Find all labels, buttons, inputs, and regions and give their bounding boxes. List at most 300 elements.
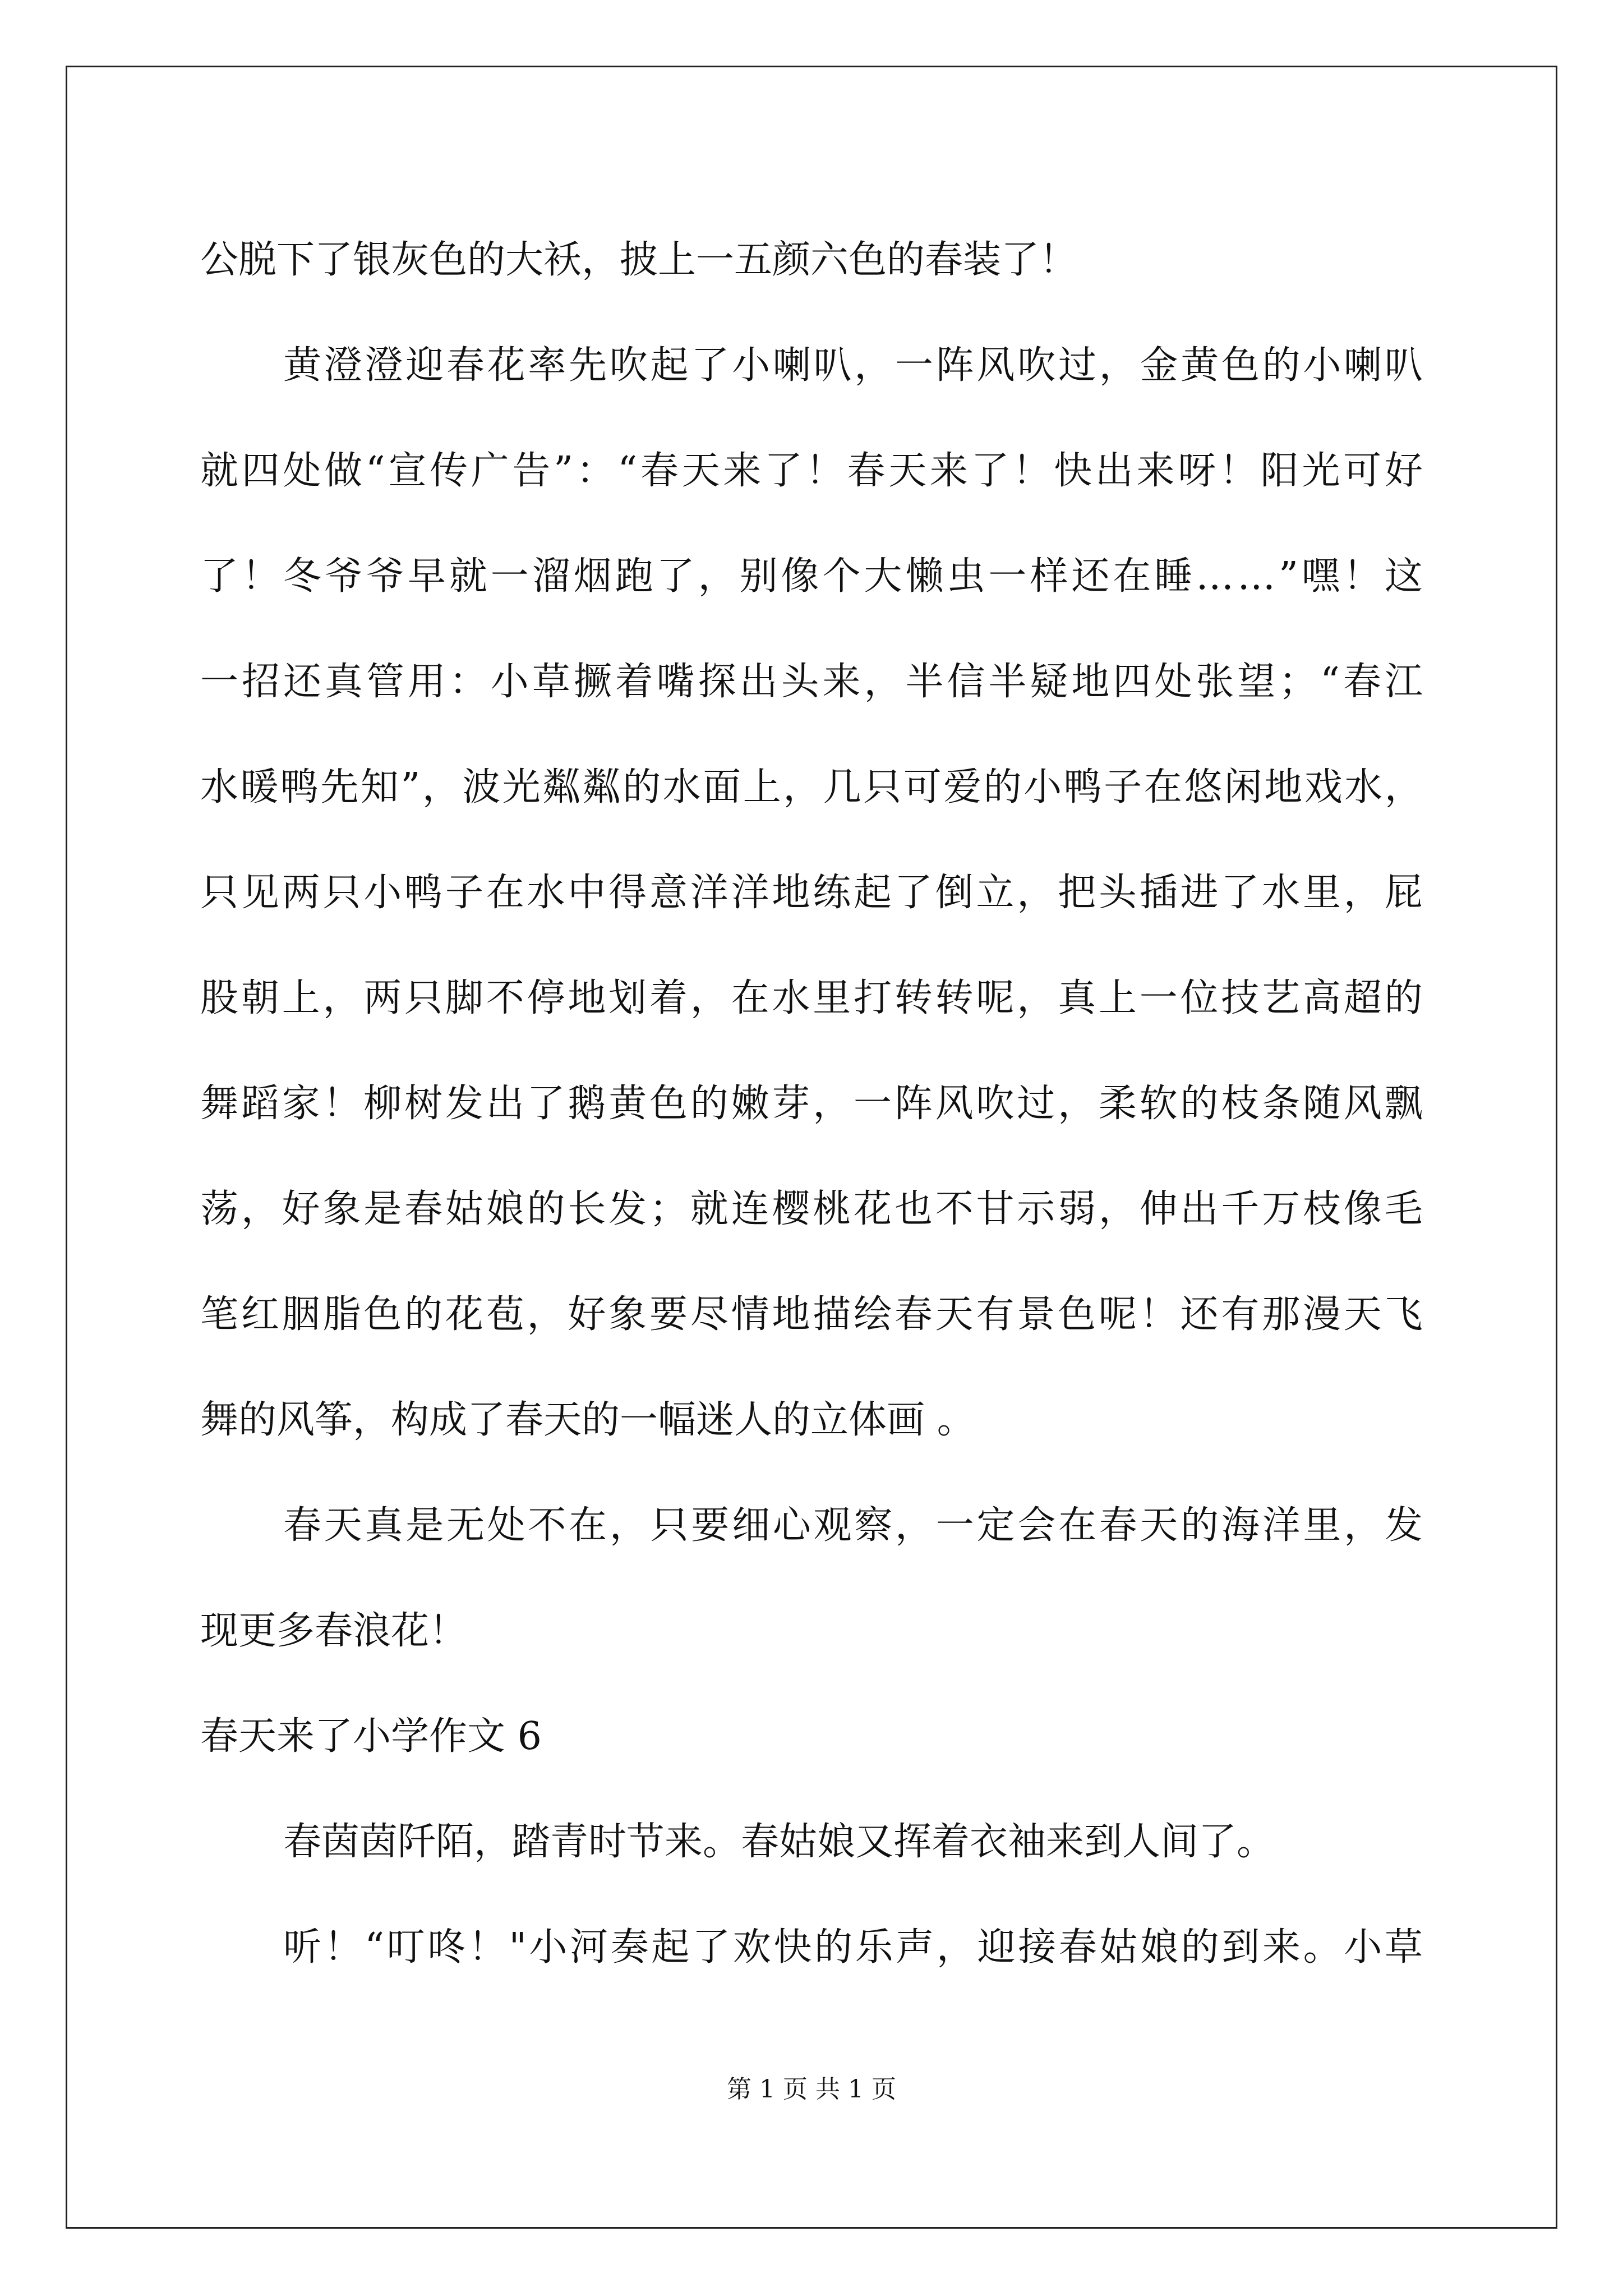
text-glyph: 转 [894, 976, 933, 1020]
text-glyph: 春 [446, 343, 485, 388]
text-glyph: 姑 [445, 1187, 483, 1231]
text-glyph: 广 [471, 449, 509, 493]
text-glyph: 地 [772, 871, 810, 915]
text-glyph: 处 [283, 449, 321, 493]
text-glyph: 色 [1058, 1292, 1096, 1337]
text-glyph: 里 [1303, 1503, 1341, 1548]
text-glyph: " [509, 1925, 527, 1970]
text-glyph: ” [1279, 554, 1298, 599]
text-glyph: 水 [200, 765, 239, 809]
text-glyph: ， [1058, 1082, 1096, 1126]
text-glyph: 尽 [690, 1292, 728, 1337]
text-glyph: 长 [568, 1187, 606, 1231]
text-glyph: 小 [732, 343, 771, 388]
text-glyph: 黄 [283, 343, 322, 388]
text-glyph: 甘 [976, 1187, 1015, 1231]
text-glyph: 了 [200, 554, 239, 599]
text-glyph: 家 [282, 1082, 320, 1126]
text-glyph: 立 [976, 871, 1015, 915]
text-glyph: 定 [976, 1503, 1015, 1548]
text-glyph: 胭 [282, 1292, 320, 1337]
text-glyph: 只 [322, 871, 361, 915]
text-glyph: 爷 [324, 554, 363, 599]
text-glyph: 就 [200, 449, 239, 493]
text-glyph: 鸭 [1063, 765, 1102, 809]
text-glyph: 小 [529, 1925, 568, 1970]
text-glyph: ； [649, 1187, 688, 1231]
text-glyph: 那 [1262, 1292, 1301, 1337]
text-glyph: 绘 [854, 1292, 892, 1337]
paragraph-line: 公脱下了银灰色的大袄，披上一五颜六色的春装了！ [200, 238, 1078, 282]
text-glyph: 欢 [732, 1925, 771, 1970]
text-glyph: ” [554, 449, 573, 493]
text-glyph: “ [617, 449, 638, 493]
text-glyph: ， [854, 343, 893, 388]
text-glyph: 是 [363, 1187, 402, 1231]
text-glyph: 水 [1344, 765, 1383, 809]
text-glyph: 了 [656, 554, 695, 599]
text-glyph: 象 [608, 1292, 647, 1337]
text-glyph: 毛 [1384, 1187, 1423, 1231]
text-glyph: 河 [570, 1925, 608, 1970]
text-glyph: 水 [1262, 871, 1301, 915]
text-glyph: ！ [805, 449, 844, 493]
paragraph-line [200, 1051, 1423, 1157]
text-glyph: 来 [822, 660, 861, 704]
text-glyph: 的 [814, 1925, 852, 1970]
text-glyph: ； [1279, 660, 1317, 704]
text-glyph: 的 [623, 765, 661, 809]
text-glyph: 条 [1262, 1082, 1301, 1126]
text-glyph: 一 [200, 660, 239, 704]
text-glyph: 在 [1113, 554, 1151, 599]
text-glyph: 苞 [486, 1292, 524, 1337]
section-heading: 春天来了小学作文 6 [200, 1714, 542, 1759]
text-glyph: 飞 [1384, 1292, 1423, 1337]
text-glyph: 春 [640, 449, 679, 493]
text-glyph: 睡 [1154, 554, 1193, 599]
text-glyph: 阳 [1260, 449, 1299, 493]
paragraph-line [200, 946, 1423, 1051]
text-glyph: ， [241, 1187, 279, 1231]
text-glyph: ！ [468, 1925, 506, 1970]
text-glyph: 粼 [542, 765, 581, 809]
text-glyph: ， [783, 765, 822, 809]
text-glyph: ， [1098, 1187, 1137, 1231]
text-glyph: ， [864, 660, 902, 704]
text-glyph: 的 [404, 1292, 443, 1337]
text-glyph: ， [813, 1082, 851, 1126]
text-glyph: 就 [690, 1187, 728, 1231]
text-glyph: ！ [241, 554, 280, 599]
text-glyph: 了 [692, 1925, 731, 1970]
text-glyph: 转 [935, 976, 974, 1020]
text-glyph: ” [400, 765, 421, 809]
text-glyph: 了 [894, 871, 933, 915]
text-glyph: 小 [1023, 765, 1062, 809]
text-glyph: 色 [363, 1292, 402, 1337]
text-glyph: 了 [1221, 871, 1260, 915]
text-glyph: 光 [1302, 449, 1340, 493]
text-glyph: 倒 [935, 871, 974, 915]
text-glyph: 的 [1180, 1082, 1219, 1126]
text-glyph: 示 [1017, 1187, 1055, 1231]
text-glyph: 四 [1113, 660, 1151, 704]
text-glyph: 草 [1384, 1925, 1423, 1970]
text-glyph: 了 [764, 449, 803, 493]
text-glyph: 来 [1262, 1925, 1301, 1970]
text-glyph: 花 [487, 343, 525, 388]
text-glyph: 半 [905, 660, 944, 704]
text-glyph: 起 [854, 871, 892, 915]
text-glyph: 别 [739, 554, 778, 599]
text-glyph: 弱 [1058, 1187, 1096, 1231]
text-glyph: 海 [1221, 1503, 1260, 1548]
text-glyph: 柳 [363, 1082, 402, 1126]
text-glyph: 不 [935, 1187, 974, 1231]
text-glyph: 着 [649, 976, 688, 1020]
text-glyph: 鹅 [568, 1082, 606, 1126]
paragraph-line [200, 1895, 1423, 2000]
text-glyph: 万 [1262, 1187, 1301, 1231]
text-glyph: 先 [320, 765, 359, 809]
text-glyph: 不 [528, 1503, 566, 1548]
text-glyph: 着 [615, 660, 653, 704]
text-glyph: 察 [854, 1503, 893, 1548]
text-glyph: 会 [1017, 1503, 1056, 1548]
text-glyph: ！ [322, 1082, 361, 1126]
text-glyph: 停 [527, 976, 565, 1020]
text-glyph: 懒 [905, 554, 944, 599]
text-glyph: 鸭 [280, 765, 319, 809]
text-glyph: ， [1343, 871, 1382, 915]
text-glyph: ， [690, 976, 728, 1020]
text-glyph: 像 [781, 554, 819, 599]
text-glyph: “ [365, 1925, 385, 1970]
text-glyph: ！ [1139, 1292, 1178, 1337]
text-glyph: 子 [1104, 765, 1142, 809]
text-glyph: 只 [863, 765, 902, 809]
text-glyph: 打 [854, 976, 892, 1020]
text-glyph: 声 [896, 1925, 934, 1970]
text-glyph: 连 [731, 1187, 769, 1231]
text-glyph: 好 [1384, 449, 1423, 493]
text-glyph: 好 [282, 1187, 320, 1231]
text-glyph: 见 [241, 871, 279, 915]
text-glyph: 过 [1058, 343, 1096, 388]
text-glyph: 宣 [388, 449, 427, 493]
text-glyph: 吹 [1017, 343, 1056, 388]
text-glyph: 发 [608, 1187, 647, 1231]
text-glyph: 吹 [976, 1082, 1015, 1126]
text-glyph: 面 [703, 765, 741, 809]
text-glyph: ！ [1343, 554, 1381, 599]
text-glyph: 烟 [573, 554, 612, 599]
text-glyph: 的 [1181, 1925, 1219, 1970]
text-glyph: ， [422, 765, 460, 809]
text-glyph: 娘 [1140, 1925, 1179, 1970]
text-glyph: 芽 [772, 1082, 810, 1126]
paragraph-line: 舞的风筝，构成了春天的一幅迷人的立体画 。 [200, 1398, 975, 1442]
text-glyph: 树 [404, 1082, 443, 1126]
text-glyph: 爷 [366, 554, 404, 599]
text-glyph: 疑 [1030, 660, 1068, 704]
text-glyph: 望 [1237, 660, 1276, 704]
text-glyph: 心 [772, 1503, 811, 1548]
text-glyph: 有 [1221, 1292, 1260, 1337]
text-glyph: 一 [1139, 976, 1178, 1020]
text-glyph: ， [527, 1292, 565, 1337]
text-glyph: 娘 [486, 1187, 524, 1231]
text-glyph: ， [698, 554, 736, 599]
text-glyph: 在 [569, 1503, 607, 1548]
text-glyph: 蹈 [241, 1082, 279, 1126]
text-glyph: ， [936, 1925, 975, 1970]
text-glyph: 在 [1144, 765, 1182, 809]
text-glyph: 小 [490, 660, 529, 704]
text-glyph: 春 [283, 1503, 322, 1548]
text-glyph: 色 [649, 1082, 688, 1126]
text-glyph: 黄 [1181, 343, 1219, 388]
text-glyph: 用 [407, 660, 446, 704]
text-glyph: 来 [1136, 449, 1175, 493]
text-glyph: 处 [487, 1503, 525, 1548]
paragraph-line [200, 1157, 1423, 1262]
text-glyph: 脚 [445, 976, 483, 1020]
text-glyph: 样 [1030, 554, 1068, 599]
text-glyph: 嫩 [731, 1082, 769, 1126]
text-glyph: 在 [731, 976, 769, 1020]
text-glyph: 枝 [1221, 1082, 1260, 1126]
text-glyph: 水 [527, 871, 565, 915]
paragraph-line [200, 1473, 1423, 1579]
text-glyph: 小 [1303, 343, 1341, 388]
text-glyph: 咚 [427, 1925, 466, 1970]
text-glyph: 澄 [324, 343, 362, 388]
text-glyph: 知 [361, 765, 399, 809]
text-glyph: 冬 [283, 554, 321, 599]
text-glyph: 嘴 [656, 660, 695, 704]
text-glyph: 天 [681, 449, 720, 493]
text-glyph: 撅 [573, 660, 612, 704]
text-glyph: 了 [527, 1082, 565, 1126]
text-glyph: 春 [1058, 1925, 1097, 1970]
text-glyph: 风 [935, 1082, 974, 1126]
text-glyph: 还 [1180, 1292, 1219, 1337]
text-glyph: ， [1099, 343, 1137, 388]
text-glyph: 张 [1196, 660, 1234, 704]
text-glyph: 也 [894, 1187, 933, 1231]
text-glyph: 不 [486, 976, 524, 1020]
text-glyph: 软 [1139, 1082, 1178, 1126]
text-glyph: 只 [200, 871, 239, 915]
text-glyph: 一 [935, 1503, 974, 1548]
text-glyph: 叮 [386, 1925, 425, 1970]
text-glyph: 快 [1054, 449, 1092, 493]
text-glyph: 爱 [943, 765, 982, 809]
paragraph-line [200, 313, 1423, 418]
paragraph-line [200, 629, 1423, 735]
text-glyph: 划 [608, 976, 647, 1020]
text-glyph: 招 [241, 660, 280, 704]
text-glyph: 随 [1302, 1082, 1341, 1126]
text-glyph: 光 [502, 765, 541, 809]
text-glyph: “ [365, 449, 385, 493]
text-glyph: ， [1017, 871, 1055, 915]
text-glyph: 草 [532, 660, 570, 704]
paragraph-line [200, 1262, 1423, 1368]
text-glyph: 处 [1154, 660, 1193, 704]
text-glyph: 一 [490, 554, 529, 599]
text-glyph: 起 [650, 343, 689, 388]
text-glyph: 洋 [731, 871, 769, 915]
text-glyph: 呢 [1098, 1292, 1137, 1337]
text-glyph: 黄 [608, 1082, 647, 1126]
text-glyph: … [1196, 554, 1234, 599]
text-glyph: 呀 [1178, 449, 1216, 493]
text-glyph: 。 [1303, 1925, 1341, 1970]
text-glyph: 花 [854, 1187, 892, 1231]
text-glyph: 漫 [1302, 1292, 1341, 1337]
text-glyph: 春 [894, 1292, 933, 1337]
paragraph-line [200, 418, 1423, 524]
text-glyph: 溜 [532, 554, 570, 599]
page-number-footer: 第 1 页 共 1 页 [727, 2075, 896, 2104]
text-glyph: 可 [903, 765, 942, 809]
text-glyph: 叭 [1384, 343, 1423, 388]
text-glyph: 插 [1139, 871, 1178, 915]
text-glyph: 就 [449, 554, 487, 599]
text-glyph: 地 [1264, 765, 1303, 809]
text-glyph: 红 [241, 1292, 279, 1337]
text-glyph: 还 [1071, 554, 1110, 599]
text-glyph: 头 [781, 660, 819, 704]
text-glyph: 上 [282, 976, 320, 1020]
text-glyph: ， [895, 1503, 934, 1548]
text-glyph: 先 [569, 343, 607, 388]
text-glyph: 水 [772, 976, 810, 1020]
text-glyph: 来 [723, 449, 762, 493]
text-glyph: ， [1344, 1503, 1382, 1548]
text-glyph: ， [322, 976, 361, 1020]
text-glyph: 超 [1343, 976, 1382, 1020]
text-glyph: 春 [847, 449, 886, 493]
text-glyph: 一 [988, 554, 1027, 599]
text-glyph: 进 [1180, 871, 1219, 915]
text-glyph: 得 [608, 871, 647, 915]
text-glyph: 天 [324, 1503, 362, 1548]
text-glyph: 金 [1140, 343, 1178, 388]
text-glyph: 股 [200, 976, 239, 1020]
text-glyph: 的 [1384, 976, 1423, 1020]
text-glyph: 好 [568, 1292, 606, 1337]
text-glyph: ， [1384, 765, 1423, 809]
text-glyph: 几 [823, 765, 861, 809]
text-glyph: 位 [1180, 976, 1219, 1020]
text-glyph: ， [609, 1503, 648, 1548]
text-glyph: “ [1320, 660, 1340, 704]
text-glyph: 喇 [772, 343, 811, 388]
text-glyph: 迎 [405, 343, 444, 388]
text-glyph: 描 [813, 1292, 851, 1337]
text-glyph: 闲 [1224, 765, 1262, 809]
text-glyph: 千 [1221, 1187, 1260, 1231]
text-glyph: 色 [1221, 343, 1260, 388]
text-glyph: 呢 [976, 976, 1015, 1020]
text-glyph: 信 [947, 660, 985, 704]
text-glyph: 春 [1343, 660, 1381, 704]
text-glyph: 澄 [365, 343, 403, 388]
text-glyph: 波 [462, 765, 501, 809]
text-glyph: 在 [486, 871, 524, 915]
text-glyph: 早 [407, 554, 446, 599]
text-glyph: 出 [486, 1082, 524, 1126]
text-glyph: 发 [1384, 1503, 1423, 1548]
text-glyph: 大 [864, 554, 902, 599]
text-glyph: 像 [1343, 1187, 1382, 1231]
text-glyph: 是 [405, 1503, 444, 1548]
paragraph-line [200, 735, 1423, 840]
text-glyph: 荡 [200, 1187, 239, 1231]
text-glyph: 艺 [1262, 976, 1301, 1020]
text-glyph: 头 [1098, 871, 1137, 915]
text-glyph: 的 [1262, 343, 1301, 388]
text-glyph: 桃 [813, 1187, 851, 1231]
text-glyph: 一 [895, 343, 934, 388]
text-glyph: 迎 [977, 1925, 1016, 1970]
text-glyph: 探 [698, 660, 736, 704]
text-glyph: 来 [929, 449, 968, 493]
text-glyph: 朝 [241, 976, 279, 1020]
text-glyph: 笔 [200, 1292, 239, 1337]
text-glyph: 象 [322, 1187, 361, 1231]
text-glyph: 上 [1098, 976, 1137, 1020]
text-glyph: 发 [445, 1082, 483, 1126]
text-glyph: 可 [1343, 449, 1382, 493]
paragraph-line [200, 524, 1423, 629]
text-glyph: 鸭 [404, 871, 443, 915]
text-glyph: ： [576, 449, 615, 493]
text-glyph: 的 [690, 1082, 728, 1126]
text-glyph: 春 [404, 1187, 443, 1231]
text-glyph: 只 [650, 1503, 689, 1548]
text-glyph: 四 [241, 449, 280, 493]
text-glyph: 阵 [935, 343, 974, 388]
text-glyph: 半 [988, 660, 1027, 704]
text-glyph: 把 [1058, 871, 1096, 915]
text-glyph: 屁 [1384, 871, 1423, 915]
text-glyph: 要 [649, 1292, 688, 1337]
text-glyph: 天 [1343, 1292, 1382, 1337]
text-glyph: 的 [527, 1187, 565, 1231]
text-glyph: 两 [282, 871, 320, 915]
text-glyph: 戏 [1304, 765, 1343, 809]
text-glyph: 地 [772, 1292, 810, 1337]
paragraph-line: 春茵茵阡陌，踏青时节来。春姑娘又挥着衣袖来到人间了。 [283, 1820, 1275, 1864]
text-glyph: 悠 [1184, 765, 1223, 809]
text-glyph: 小 [1344, 1925, 1382, 1970]
text-glyph: 真 [1058, 976, 1096, 1020]
text-glyph: 做 [324, 449, 363, 493]
text-glyph: 虫 [947, 554, 985, 599]
text-glyph: 管 [366, 660, 404, 704]
text-glyph: 中 [568, 871, 606, 915]
text-glyph: 粼 [582, 765, 621, 809]
paragraph-line [200, 840, 1423, 946]
text-glyph: 舞 [200, 1082, 239, 1126]
text-glyph: 叭 [813, 343, 852, 388]
text-glyph: ： [449, 660, 487, 704]
